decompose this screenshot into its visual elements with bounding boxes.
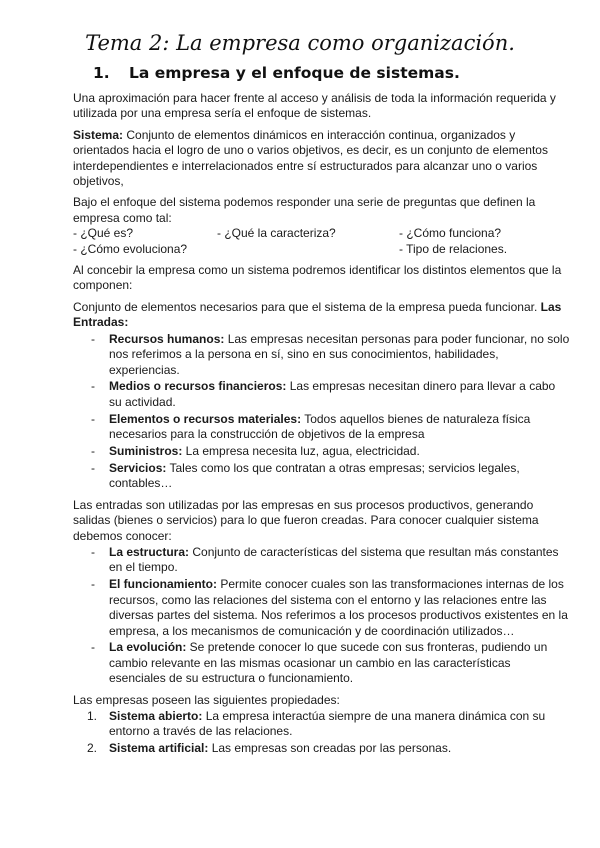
section-heading-end: . xyxy=(453,64,460,82)
entradas-intro xyxy=(73,300,570,331)
item-text: Todos aquellos bienes de naturaleza física necesarios para la construcción de objetivos de la empresa xyxy=(109,411,531,442)
list-marker: - xyxy=(91,460,95,475)
question-que-caracteriza: - ¿Qué la caracteriza? xyxy=(217,226,336,241)
salidas-intro: Las entradas son utilizadas por las empresas en sus procesos productivos, generando salidas (bienes o servicios) para lo que fueron creadas. Para conocer cualquier sistema debemos conocer: xyxy=(73,497,539,543)
questions-row-2 xyxy=(73,242,570,257)
list-item xyxy=(73,379,570,410)
questions-block xyxy=(73,195,570,257)
sistema-text: Conjunto de elementos dinámicos en interacción continua, organizados y orientados hacia el logro de uno o varios objetivos, es decir, es un conjunto de elementos interdependientes e interrelacionados entre sí estructurados para alcanzar uno o varios objetivos, xyxy=(73,127,548,189)
item-text: Las empresas son creadas por las personas. xyxy=(208,741,452,756)
item-term: Sistema abierto: xyxy=(109,709,203,724)
item-term: Suministros: xyxy=(109,444,183,459)
list-marker: - xyxy=(91,444,95,459)
entradas-intro-text: Conjunto de elementos necesarios para que el sistema de la empresa pueda funcionar. xyxy=(73,299,541,314)
item-text: Permite conocer cuales son las transformaciones internas de los recursos, como las relaciones del sistema con el entorno y las relaciones entre las diversas partes del sistema. Nos referimos a los procesos productivos existentes en la empresa, a los mecanismos de comunicación y de coordinación utilizados… xyxy=(109,577,568,638)
list-marker: - xyxy=(91,379,95,394)
item-text: Conjunto de características del sistema que resultan más constantes en el tiempo. xyxy=(109,544,559,575)
sistema-term: Sistema: xyxy=(73,127,124,142)
list-item xyxy=(73,412,570,443)
section-heading-text: La empresa y el enfoque de sistemas xyxy=(129,64,454,82)
propiedades-list xyxy=(73,709,570,757)
item-term: Medios o recursos financieros: xyxy=(109,379,287,394)
item-term: Sistema artificial: xyxy=(109,741,209,756)
item-text: La empresa necesita luz, agua, electricidad. xyxy=(182,444,420,459)
item-term: El funcionamiento: xyxy=(109,577,217,592)
item-text: Tales como los que contratan a otras empresas; servicios legales, contables… xyxy=(109,460,520,491)
elements-intro: Al concebir la empresa como un sistema podremos identificar los distintos elementos que la componen: xyxy=(73,263,562,293)
list-item xyxy=(73,444,570,459)
list-item xyxy=(73,741,570,756)
intro-paragraph: Una aproximación para hacer frente al acceso y análisis de toda la información requerida y utilizada por una empresa sería el enfoque de sistemas. xyxy=(73,91,556,121)
sistema-definition xyxy=(73,128,570,190)
question-como-evoluciona: - ¿Cómo evoluciona? xyxy=(73,241,188,256)
entradas-list xyxy=(73,332,570,492)
propiedades-intro: Las empresas poseen las siguientes propiedades: xyxy=(73,692,340,707)
section-heading xyxy=(93,64,570,83)
list-marker: - xyxy=(91,577,95,592)
question-empty xyxy=(217,242,399,257)
item-text: Las empresas necesitan dinero para llevar a cabo su actividad. xyxy=(109,379,556,409)
section-number: 1. xyxy=(93,64,110,82)
list-item xyxy=(73,545,570,576)
item-text: Se pretende conocer lo que sucede con sus fronteras, pudiendo un cambio relevante en las mismas ocasionar un cambio en las características esenciales de su estructura o funcionamiento. xyxy=(109,640,548,686)
list-number: 2. xyxy=(87,741,98,756)
questions-intro: Bajo el enfoque del sistema podemos responder una serie de preguntas que definen la empresa como tal: xyxy=(73,195,536,225)
list-marker: - xyxy=(91,640,95,655)
questions-row-1 xyxy=(73,226,570,241)
conocer-list xyxy=(73,545,570,687)
list-number: 1. xyxy=(87,709,98,724)
list-item xyxy=(73,640,570,686)
question-como-funciona: - ¿Cómo funciona? xyxy=(399,226,502,241)
list-marker: - xyxy=(91,331,95,346)
item-term: Elementos o recursos materiales: xyxy=(109,411,302,426)
list-marker: - xyxy=(91,544,95,559)
list-item xyxy=(73,332,570,378)
list-item xyxy=(73,577,570,639)
item-text: Las empresas necesitan personas para poder funcionar, no solo nos referimos a la persona en sí, sino en sus conocimientos, habilidades, experiencias. xyxy=(109,331,570,377)
list-marker: - xyxy=(91,411,95,426)
entradas-term: Las Entradas: xyxy=(73,299,562,330)
page-title: Tema 2: La empresa como organización. xyxy=(85,31,515,55)
item-term: La estructura: xyxy=(109,544,190,559)
item-text: La empresa interactúa siempre de una manera dinámica con su entorno a través de las relaciones. xyxy=(109,709,546,739)
item-term: Servicios: xyxy=(109,460,167,475)
list-item xyxy=(73,709,570,740)
list-item xyxy=(73,461,570,492)
item-term: La evolución: xyxy=(109,640,187,655)
item-term: Recursos humanos: xyxy=(109,331,225,346)
question-que-es: - ¿Qué es? xyxy=(73,226,134,241)
question-tipo-relaciones: - Tipo de relaciones. xyxy=(399,241,508,256)
